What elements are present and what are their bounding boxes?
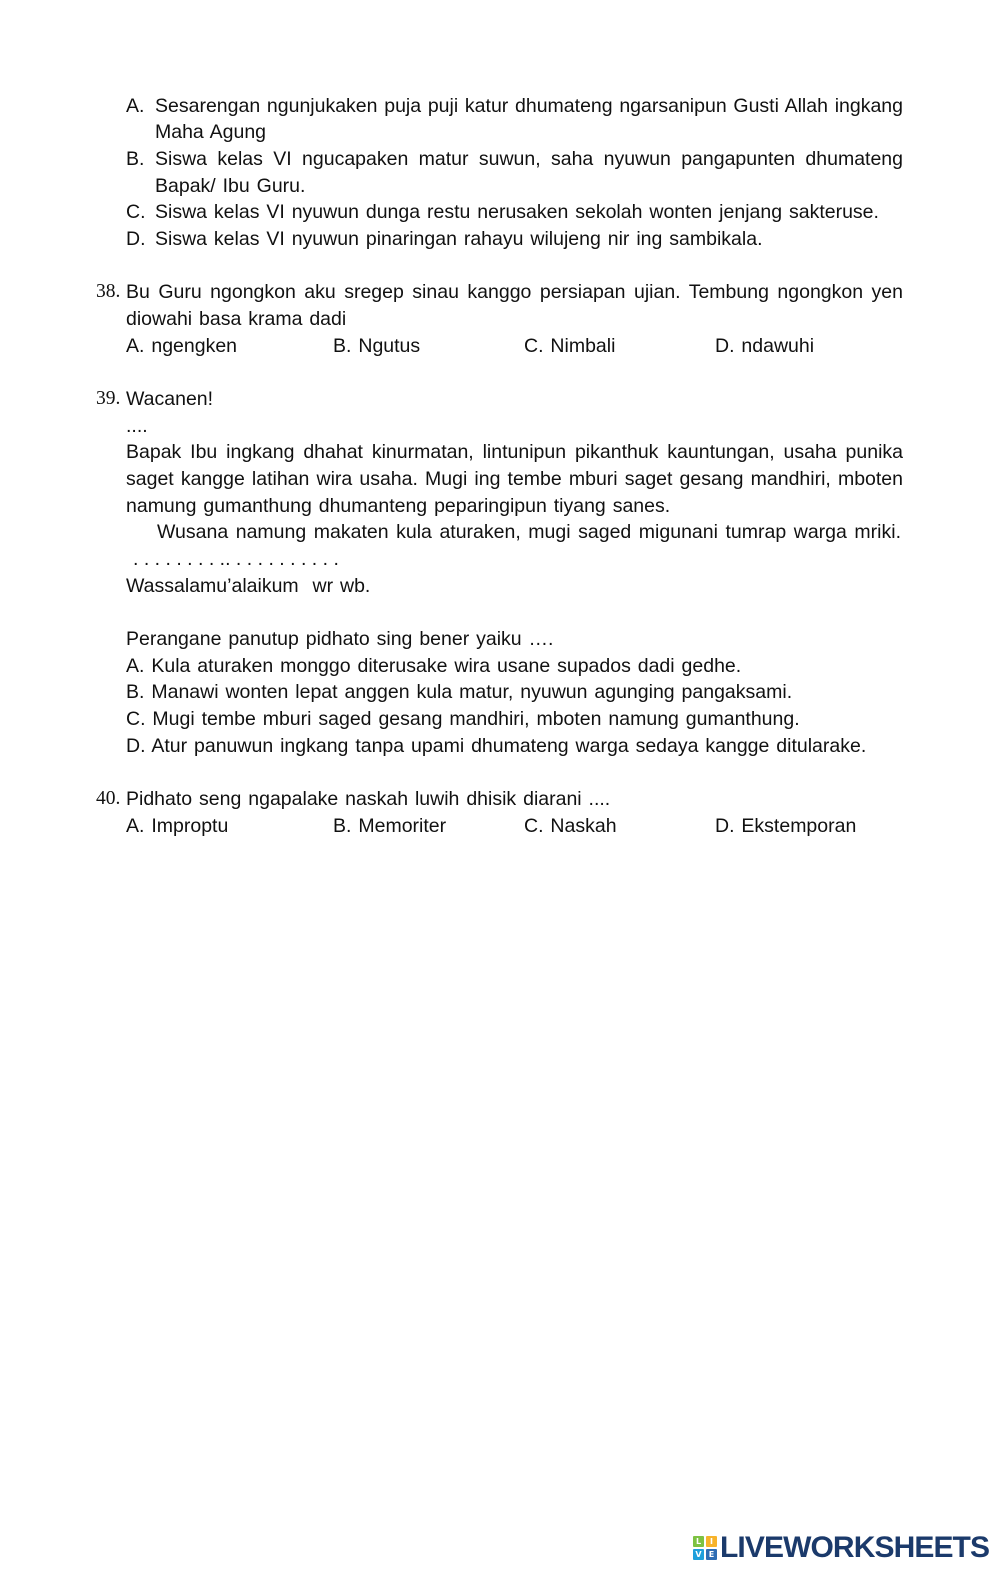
option-label: B. xyxy=(126,681,145,704)
option-label: B. xyxy=(333,814,352,837)
option-text: Ngutus xyxy=(358,334,421,357)
option-c xyxy=(524,813,715,840)
option-b xyxy=(126,679,903,706)
question-body xyxy=(126,786,903,839)
question-text-line: Pidhato seng ngapalake naskah luwih dhisik diarani .... xyxy=(126,787,611,810)
option-d xyxy=(126,733,903,760)
logo-tile: E xyxy=(706,1549,717,1560)
logo-tile: I xyxy=(706,1536,717,1547)
question-38 xyxy=(96,279,903,359)
liveworksheets-logo-icon xyxy=(693,1536,717,1560)
option-label: B. xyxy=(333,334,352,357)
passage-line: Bapak Ibu ingkang dhahat kinurmatan, lintunipun pikanthuk kauntungan, usaha punika xyxy=(126,441,903,464)
q37-option-c xyxy=(96,199,903,226)
option-text-line: Siswa kelas VI ngucapaken matur suwun, saha nyuwun pangapunten dhumateng xyxy=(155,147,903,170)
option-b xyxy=(333,333,524,360)
q37-option-b xyxy=(96,146,903,199)
passage-line: namung gumanthung dhumanteng peparingipun tiyang sanes. xyxy=(126,494,671,517)
question-prompt: Wacanen! xyxy=(126,387,214,410)
option-text: Improptu xyxy=(151,814,229,837)
answer-options xyxy=(126,813,903,840)
option-c xyxy=(126,706,903,733)
option-text xyxy=(155,93,903,146)
option-text xyxy=(155,146,903,199)
option-label: D. xyxy=(126,734,146,757)
option-text-line: Sesarengan ngunjukaken puja puji katur dhumateng ngarsanipun Gusti Allah ingkang xyxy=(155,94,903,117)
question-text-line: diowahi basa krama dadi xyxy=(126,307,347,330)
option-a xyxy=(126,333,333,360)
option-label: A. xyxy=(126,814,145,837)
option-text-line: Siswa kelas VI nyuwun dunga restu nerusaken sekolah wonten jenjang sakteruse. xyxy=(155,201,879,224)
logo-tile: V xyxy=(693,1549,704,1560)
question-39 xyxy=(96,386,903,759)
passage-closing: Wusana namung makaten kula aturaken, mugi saged migunani tumrap warga mriki. xyxy=(157,521,901,544)
passage-ellipsis: .... xyxy=(126,414,148,437)
option-label: D. xyxy=(715,814,735,837)
option-label: A. xyxy=(126,334,145,357)
q37-option-d xyxy=(96,226,903,253)
option-text: ndawuhi xyxy=(741,334,815,357)
option-a xyxy=(126,813,333,840)
option-label: C. xyxy=(524,814,544,837)
logo-tile: L xyxy=(693,1536,704,1547)
answer-options xyxy=(126,653,903,760)
option-text: Memoriter xyxy=(358,814,447,837)
option-label: A. xyxy=(126,654,145,677)
option-label: D. xyxy=(715,334,735,357)
option-text: Kula aturaken monggo diterusake wira usane supados dadi gedhe. xyxy=(151,654,742,677)
answer-options xyxy=(126,333,903,360)
question-40 xyxy=(96,786,903,839)
question-text-line: Bu Guru ngongkon aku sregep sinau kanggo persiapan ujian. Tembung ngongkon yen xyxy=(126,281,903,304)
question-number: 39. xyxy=(96,387,121,409)
question-number: 40. xyxy=(96,787,121,809)
option-text: ngengken xyxy=(151,334,238,357)
option-text xyxy=(155,226,903,253)
q37-option-a xyxy=(96,93,903,146)
question-stem: Perangane panutup pidhato sing bener yaiku …. xyxy=(126,627,554,650)
option-text: Ekstemporan xyxy=(741,814,857,837)
reading-passage xyxy=(126,413,903,600)
option-text: Naskah xyxy=(550,814,617,837)
option-label: C. xyxy=(524,334,544,357)
option-c xyxy=(524,333,715,360)
question-body xyxy=(126,386,903,759)
option-text: Mugi tembe mburi saged gesang mandhiri, mboten namung gumanthung. xyxy=(152,707,800,730)
passage-dots: . . . . . . . . .. . . . . . . . . . . xyxy=(133,547,339,570)
option-label: A. xyxy=(126,94,145,117)
option-text: Manawi wonten lepat anggen kula matur, nyuwun agunging pangaksami. xyxy=(151,681,793,704)
option-label: C. xyxy=(126,707,146,730)
worksheet-content xyxy=(96,93,903,840)
option-b xyxy=(333,813,524,840)
option-label: D. xyxy=(126,227,146,250)
option-label: B. xyxy=(126,147,145,170)
passage-line: saget kangge latihan wira usaha. Mugi ing tembe mburi saget gesang mandhiri, mboten xyxy=(126,467,903,490)
liveworksheets-logo-wordmark: LIVEWORKSHEETS xyxy=(720,1531,990,1564)
question-body xyxy=(126,279,903,359)
option-label: C. xyxy=(126,201,146,224)
option-text-line: Bapak/ Ibu Guru. xyxy=(155,174,306,197)
option-text-line: Maha Agung xyxy=(155,121,267,144)
option-text-line: Siswa kelas VI nyuwun pinaringan rahayu wilujeng nir ing sambikala. xyxy=(155,227,763,250)
passage-salam: Wassalamu’alaikum wr wb. xyxy=(126,574,371,597)
option-text: Atur panuwun ingkang tanpa upami dhumateng warga sedaya kangge ditularake. xyxy=(151,734,867,757)
question-37-options xyxy=(96,93,903,253)
option-text: Nimbali xyxy=(550,334,616,357)
option-d xyxy=(715,813,865,840)
option-d xyxy=(715,333,865,360)
option-text xyxy=(155,199,903,226)
option-a xyxy=(126,653,903,680)
question-number: 38. xyxy=(96,281,121,303)
